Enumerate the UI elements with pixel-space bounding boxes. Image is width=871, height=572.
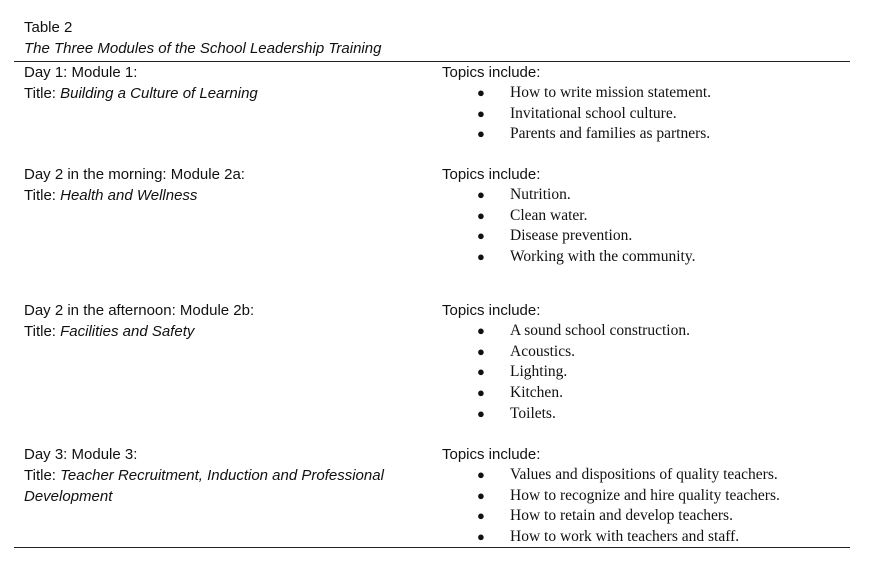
topic-text: Clean water. [510,206,588,224]
module-title-line [24,321,424,342]
topic-item [442,465,862,486]
bullet-icon: ● [477,85,485,100]
topic-text: How to work with teachers and staff. [510,528,740,546]
module-title-line [24,465,424,507]
module-info [24,300,424,342]
bullet-icon: ● [477,249,485,265]
module-title: Facilities and Safety [60,323,195,340]
topic-item [442,247,862,268]
topic-item [442,486,862,507]
topic-item [442,124,862,145]
topic-text: Invitational school culture. [510,104,677,122]
module-title-prefix: Title: [24,85,61,102]
bullet-icon: ● [477,385,485,401]
topic-text: Nutrition. [510,186,571,203]
module-day: Day 1: Module 1: [24,64,138,81]
module-title-prefix: Title: [24,323,61,340]
topic-text: Toilets. [510,404,556,422]
module-title-line [24,185,424,206]
topics-header: Topics include: [442,64,541,81]
module-info [24,444,424,507]
topic-item [442,226,862,247]
bullet-icon: ● [477,187,485,202]
topic-text: Disease prevention. [510,227,633,245]
topics-list [442,321,862,425]
topic-text: Working with the community. [510,248,696,266]
topic-item [442,506,862,527]
bullet-icon: ● [477,105,485,121]
topic-item [442,104,862,125]
module-title: Teacher Recruitment, Induction and Professional Development [24,467,384,505]
topic-item [442,185,862,206]
topic-text: A sound school construction. [510,322,690,339]
topic-text: How to retain and develop teachers. [510,507,733,525]
topic-text: Lighting. [510,363,568,381]
module-topics [442,444,862,548]
module-title-line [24,83,424,104]
topic-item [442,362,862,383]
module-topics [442,300,862,425]
module-title-prefix: Title: [24,187,61,204]
bullet-icon: ● [477,364,485,380]
bullet-icon: ● [477,405,485,421]
topic-item [442,206,862,227]
module-title-prefix: Title: [24,467,61,484]
bullet-icon: ● [477,228,485,244]
module-day: Day 3: Module 3: [24,446,138,463]
bullet-icon: ● [477,323,485,338]
bullet-icon: ● [477,467,485,482]
topics-list [442,83,862,145]
module-title: Health and Wellness [60,187,198,204]
topic-item [442,527,862,548]
module-day: Day 2 in the afternoon: Module 2b: [24,302,255,319]
bullet-icon: ● [477,207,485,223]
topics-list [442,465,862,548]
topic-text: How to write mission statement. [510,84,712,101]
table-caption: The Three Modules of the School Leadership Training [24,40,382,57]
bullet-icon: ● [477,529,485,545]
bullet-icon: ● [477,126,485,142]
module-title: Building a Culture of Learning [60,85,258,102]
topics-header: Topics include: [442,302,541,319]
module-info [24,62,424,104]
module-topics [442,62,862,145]
topics-header: Topics include: [442,446,541,463]
bullet-icon: ● [477,343,485,359]
topic-item [442,83,862,104]
module-info [24,164,424,206]
topic-item [442,404,862,425]
topic-text: Parents and families as partners. [510,125,711,143]
topic-text: Kitchen. [510,384,563,402]
topic-item [442,342,862,363]
module-day: Day 2 in the morning: Module 2a: [24,166,245,183]
module-topics [442,164,862,268]
topic-item [442,383,862,404]
topics-header: Topics include: [442,166,541,183]
bullet-icon: ● [477,508,485,524]
topic-text: Values and dispositions of quality teachers. [510,466,778,483]
table-label: Table 2 [24,19,73,36]
topic-item [442,321,862,342]
topics-list [442,185,862,268]
topic-text: Acoustics. [510,342,576,360]
bottom-rule [14,547,850,548]
topic-text: How to recognize and hire quality teachers. [510,486,780,504]
bullet-icon: ● [477,487,485,503]
